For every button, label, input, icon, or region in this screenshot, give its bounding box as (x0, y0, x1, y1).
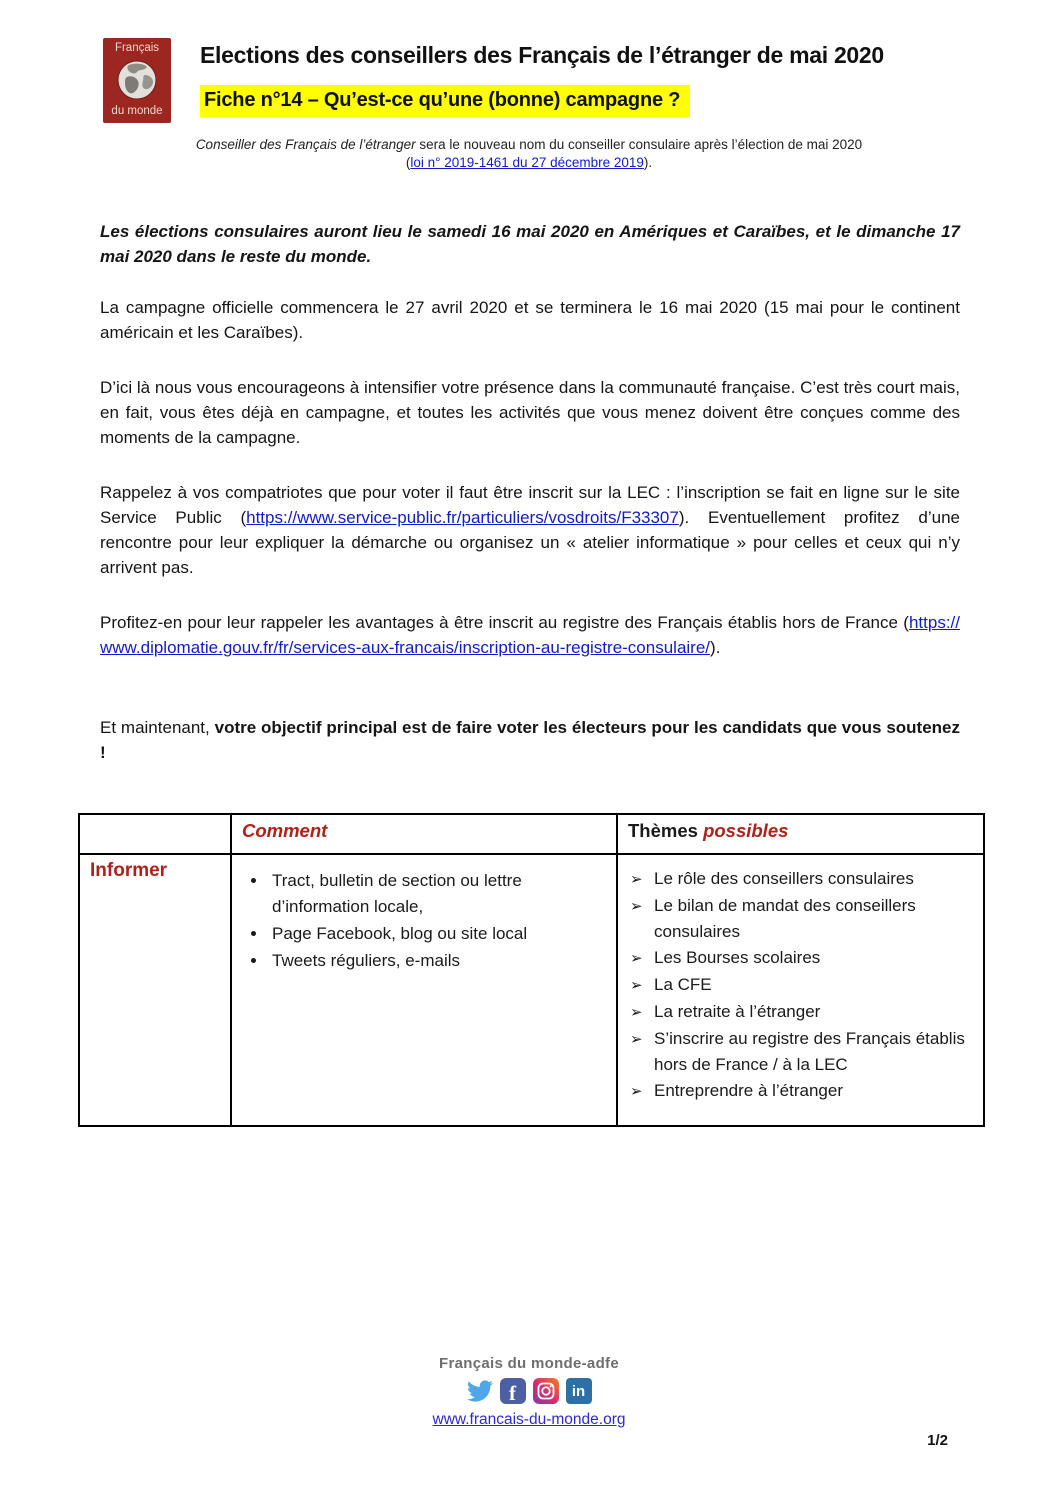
note-paren-close: ). (643, 155, 653, 170)
arrow-bullet-icon: ➢ (630, 950, 643, 967)
arrow-bullet-icon: ➢ (630, 1004, 643, 1021)
campaign-table (78, 813, 985, 1127)
note-regular-text: sera le nouveau nom du conseiller consulaire après l’élection de mai 2020 (415, 137, 863, 152)
francais-du-monde-logo (103, 38, 171, 123)
fiche-subtitle: Fiche n°14 – Qu’est-ce qu’une (bonne) campagne ? (200, 85, 690, 117)
footer (0, 1355, 1058, 1429)
theme-item: ➢ Les Bourses scolaires (630, 945, 973, 972)
twitter-icon[interactable] (467, 1378, 493, 1404)
arrow-bullet-icon: ➢ (630, 898, 643, 915)
comment-item: • Tweets réguliers, e-mails (268, 948, 606, 974)
theme-item: ➢ La retraite à l’étranger (630, 999, 973, 1026)
table-header-comment: Comment (231, 814, 617, 854)
p4-text-after: ). Eventuellement profitez d’une rencontre pour leur expliquer la démarche ou organisez un « atelier informatique » pour celles et ceux qui n’y arrivent pas. (100, 508, 960, 577)
table-header-row (79, 814, 984, 854)
header (200, 0, 963, 117)
paragraph-main-objective (100, 715, 960, 765)
p5-text-after: ). (710, 638, 721, 657)
arrow-bullet-icon: ➢ (630, 977, 643, 994)
table-header-empty (79, 814, 231, 854)
p6-bold-text: votre objectif principal est de faire voter les électeurs pour les candidats que vous soutenez ! (100, 718, 960, 762)
theme-item: ➢ Entreprendre à l’étranger (630, 1078, 973, 1105)
globe-icon (115, 59, 159, 101)
arrow-bullet-icon: ➢ (630, 1031, 643, 1048)
comment-item: • Page Facebook, blog ou site local (268, 921, 606, 947)
service-public-link[interactable]: https://www.service-public.fr/particuliers/vosdroits/F33307 (246, 508, 679, 527)
page-title: Elections des conseillers des Français de l’étranger de mai 2020 (200, 42, 884, 68)
facebook-icon[interactable]: f (500, 1378, 526, 1404)
themes-cell (617, 854, 984, 1126)
p6-regular-text: Et maintenant, (100, 718, 215, 737)
linkedin-icon[interactable]: in (566, 1378, 592, 1404)
p5-text-before: Profitez-en pour leur rappeler les avantages à être inscrit au registre des Français établis hors de France ( (100, 613, 909, 632)
paragraph-encouragement: D’ici là nous vous encourageons à intensifier votre présence dans la communauté française. C’est très court mais, en fait, vous êtes déjà en campagne, et toutes les activités que vous menez doivent être conçues comme des moments de la campagne. (100, 378, 960, 447)
comment-item: • Tract, bulletin de section ou lettre d’information locale, (268, 868, 606, 920)
paragraph-campaign-period: La campagne officielle commencera le 27 avril 2020 et se terminera le 16 mai 2020 (15 mai pour le continent américain et les Caraïbes). (100, 298, 960, 342)
paragraph-election-dates: Les élections consulaires auront lieu le samedi 16 mai 2020 en Amériques et Caraïbes, et le dimanche 17 mai 2020 dans le reste du monde. (100, 222, 960, 266)
arrow-bullet-icon: ➢ (630, 1083, 643, 1100)
paragraph-lec-registration (100, 480, 960, 580)
diplomatie-link[interactable]: https://www.diplomatie.gouv.fr/fr/services-aux-francais/inscription-au-registre-consulaire/ (100, 613, 960, 657)
table-header-themes: Thèmes possibles (617, 814, 984, 854)
instagram-icon[interactable] (533, 1378, 559, 1404)
theme-item: ➢ La CFE (630, 972, 973, 999)
logo-text-top: Français (114, 42, 160, 54)
table-row-informer (79, 854, 984, 1126)
theme-item: ➢ Le rôle des conseillers consulaires (630, 866, 973, 893)
comment-cell (231, 854, 617, 1126)
arrow-bullet-icon: ➢ (630, 871, 643, 888)
website-link[interactable]: www.francais-du-monde.org (432, 1411, 626, 1428)
row-label-informer: Informer (79, 854, 231, 1126)
theme-item: ➢ Le bilan de mandat des conseillers consulaires (630, 893, 973, 945)
loi-link[interactable]: loi n° 2019-1461 du 27 décembre 2019 (410, 155, 644, 170)
note-paren-open: ( (405, 155, 411, 170)
note-italic-text: Conseiller des Français de l’étranger (195, 137, 416, 152)
theme-item: ➢ S’inscrire au registre des Français établis hors de France / à la LEC (630, 1026, 973, 1078)
logo-text-bottom: du monde (111, 105, 163, 117)
intro-note (0, 136, 1058, 172)
p4-text-before: Rappelez à vos compatriotes que pour voter il faut être inscrit sur la LEC : l’inscription se fait en ligne sur le site Service Public ( (100, 483, 960, 527)
page-number: 1/2 (927, 1432, 948, 1449)
paragraph-registre-consulaire (100, 610, 960, 660)
footer-org-name: Français du monde-adfe (439, 1355, 619, 1372)
